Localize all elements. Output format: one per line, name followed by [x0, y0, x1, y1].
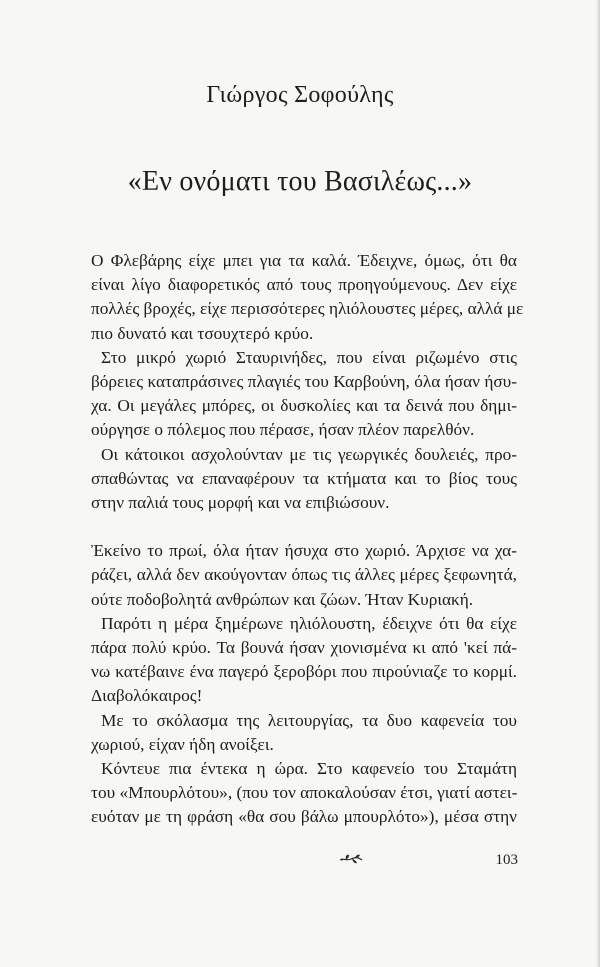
text-line: Παρότι η μέρα ξημέρωνε ηλιόλουστη, έδειχνε ότι θα είχε	[101, 613, 517, 633]
paragraph	[91, 249, 524, 346]
text-line: Ο Φλεβάρης είχε μπει για τα καλά. Έδειχνε, όμως, ότι θα	[91, 251, 517, 270]
text-line: Κόντευε πια έντεκα η ώρα. Στο καφενείο του Σταμάτη	[101, 759, 517, 779]
text-line: ούτε ποδοβολητά ανθρώπων και ζώων. Ήταν Κυριακή.	[91, 589, 474, 609]
text-line: Διαβολόκαιρος!	[91, 686, 203, 706]
text-line: ευόταν με τη φράση «θα σου βάλω μπουρλότο»), μέσα στην	[91, 807, 517, 827]
paragraph	[91, 612, 517, 709]
body-text	[91, 249, 524, 830]
section-break	[91, 515, 517, 539]
page-number: 103	[495, 852, 518, 868]
text-line: είναι λίγο διαφορετικός από τους προηγούμενους. Δεν είχε	[91, 275, 517, 295]
text-line: στην παλιά τους μορφή και να επιβιώσουν.	[91, 493, 390, 513]
text-line: ούργησε ο πόλεμος που πέρασε, ήσαν πλέον παρελθόν.	[91, 420, 475, 440]
text-line: νω κατέβαινε ένα παγερό ξεροβόρι που πιρούνιαζε το κορμί.	[91, 662, 517, 682]
text-line: ράζει, αλλά δεν ακούγονταν όπως τις άλλες μέρες ξεφωνητά,	[91, 565, 517, 585]
paragraph	[91, 709, 517, 757]
author-name: Γιώργος Σοφούλης	[206, 82, 394, 108]
text-line: χα. Οι μεγάλες μπόρες, οι δυσκολίες και τα δεινά που δημι-	[91, 396, 517, 416]
text-line: του «Μπουρλότου», (που τον αποκαλούσαν έτσι, γιατί αστει-	[91, 783, 518, 803]
text-line: Ἐκείνο το πρωί, όλα ήταν ήσυχα στο χωριό. Άρχισε να χα-	[91, 541, 517, 561]
text-line: Οι κάτοικοι ασχολούνταν με τις γεωργικές δουλειές, προ-	[101, 444, 517, 464]
text-line: πάρα πολύ κρύο. Τα βουνά ήσαν χιονισμένα κι από 'κεί πά-	[91, 638, 517, 658]
text-line: βόρειες καταπράσινες πλαγιές του Καρβούνη, όλα ήσαν ήσυ-	[91, 372, 517, 392]
paragraph	[91, 443, 517, 516]
text-line: πολλές βροχές, είχε περισσότερες ηλιόλουστες μέρες, αλλά με	[91, 299, 524, 319]
text-line: πιο δυνατό και τσουχτερό κρύο.	[91, 323, 314, 343]
paragraph	[91, 539, 517, 612]
text-line: σπαθώντας να επαναφέρουν τα κτήματα και το βίος τους	[91, 468, 517, 488]
text-line: Στο μικρό χωριό Σταυρινήδες, που είναι ριζωμένο στις	[101, 347, 517, 367]
text-line: χωριού, είχαν ήδη ανοίξει.	[91, 734, 274, 754]
paragraph	[91, 346, 517, 443]
paragraph	[91, 757, 517, 830]
chapter-title: «Εν ονόματι του Βασιλέως...»	[127, 166, 473, 197]
text-line: Με το σκόλασμα της λειτουργίας, τα δυο καφενεία του	[101, 710, 517, 730]
leaf-vine-ornament-icon	[339, 852, 363, 866]
